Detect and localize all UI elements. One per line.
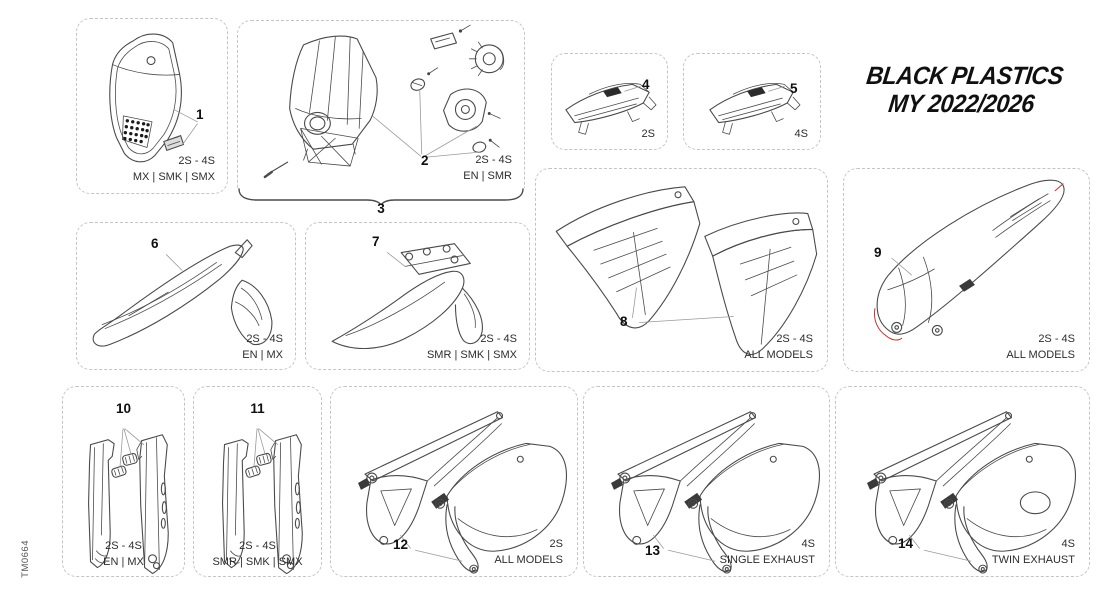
models-label: TWIN EXHAUST (991, 553, 1075, 566)
variant-label: 2S (549, 538, 563, 551)
panel-8-spec (744, 332, 813, 363)
panel-14 (835, 386, 1090, 577)
part-number-8: 8 (620, 314, 628, 329)
variant-label: 2S - 4S (475, 154, 512, 167)
variant-label: 2S - 4S (1038, 333, 1075, 346)
models-label: ALL MODELS (744, 348, 813, 361)
panel-10 (62, 386, 185, 577)
panel-6 (76, 222, 296, 370)
variant-label: 4S (794, 127, 808, 140)
panel-10-spec (63, 539, 184, 570)
panel-9-spec (1006, 332, 1075, 363)
panel-2 (237, 20, 525, 188)
part-number-3: 3 (377, 201, 385, 216)
variant-label: 2S - 4S (239, 540, 276, 553)
models-label: MX | SMK | SMX (132, 170, 215, 183)
models-label: EN | MX (242, 348, 283, 361)
variant-label: 4S (801, 538, 815, 551)
panel-12 (330, 386, 578, 577)
variant-label: 2S (641, 127, 655, 140)
panel-5-spec (795, 127, 808, 142)
part-number-12: 12 (393, 537, 409, 552)
panel-13 (583, 386, 830, 577)
page-title-line1: BLACK PLASTICS (864, 62, 1065, 90)
part-number-13: 13 (645, 543, 661, 558)
panel-5 (683, 53, 821, 150)
panel-6-spec (242, 332, 283, 363)
variant-label: 2S - 4S (776, 333, 813, 346)
part-number-5: 5 (790, 81, 798, 96)
models-label: ALL MODELS (1006, 348, 1075, 361)
panel-4 (551, 53, 668, 150)
variant-label: 2S - 4S (105, 540, 142, 553)
panel-1 (76, 18, 228, 194)
variant-label: 4S (1061, 538, 1075, 551)
part-number-4: 4 (642, 77, 650, 92)
part-number-7: 7 (372, 234, 380, 249)
models-label: ALL MODELS (494, 553, 563, 566)
panel-12-spec (494, 537, 563, 568)
panel-4-spec (642, 127, 655, 142)
models-label: SMR | SMK | SMX (426, 348, 517, 361)
variant-label: 2S - 4S (480, 333, 517, 346)
models-label: SMR | SMK | SMX (212, 555, 303, 568)
panel-7 (305, 222, 530, 370)
models-label: EN | SMR (463, 169, 512, 182)
page-title-line2: MY 2022/2026 (886, 90, 1036, 118)
panel-1-spec (133, 154, 215, 185)
part-number-11: 11 (250, 401, 265, 416)
panel-13-spec (720, 537, 815, 568)
panel-14-spec (992, 537, 1075, 568)
panel-11 (193, 386, 322, 577)
document-code: TM0664 (20, 540, 31, 578)
panel-8 (535, 168, 828, 372)
panel-9 (843, 168, 1090, 372)
part-number-10: 10 (115, 401, 132, 416)
variant-label: 2S - 4S (178, 155, 215, 168)
part-number-2: 2 (421, 153, 429, 168)
page-title (853, 62, 1074, 118)
variant-label: 2S - 4S (246, 333, 283, 346)
part-number-1: 1 (196, 107, 204, 122)
models-label: EN | MX (103, 555, 144, 568)
panel-11-spec (194, 539, 321, 570)
models-label: SINGLE EXHAUST (719, 553, 815, 566)
part-number-6: 6 (151, 236, 159, 251)
part-number-14: 14 (898, 536, 914, 551)
part-number-9: 9 (874, 245, 882, 260)
panel-2-spec (463, 153, 512, 184)
panel-7-spec (427, 332, 517, 363)
